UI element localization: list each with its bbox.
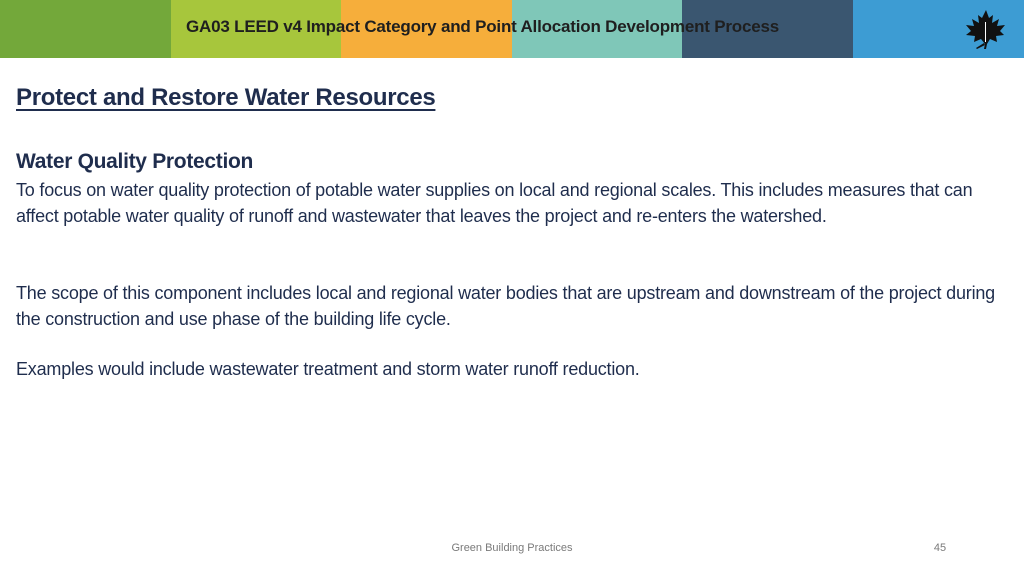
body-paragraph: Examples would include wastewater treatment and storm water runoff reduction. [16,359,640,379]
maple-leaf-icon [962,8,1008,50]
footer-text: Green Building Practices [451,542,573,554]
body-paragraph: The scope of this component includes local and regional water bodies that are upstream and downstream of the project during the construction and use phase of the building life cycle. [16,283,995,329]
slide-title: Protect and Restore Water Resources [16,84,436,111]
body-paragraph: To focus on water quality protection of potable water supplies on local and regional scales. This includes measures that can affect potable water quality of runoff and wastewater that leaves the project and re-enters the watershed. [16,180,973,226]
header-title: GA03 LEED v4 Impact Category and Point Allocation Development Process [186,17,780,36]
header-band-segment [0,0,171,58]
section-heading: Water Quality Protection [16,150,254,173]
page-number: 45 [933,542,947,554]
